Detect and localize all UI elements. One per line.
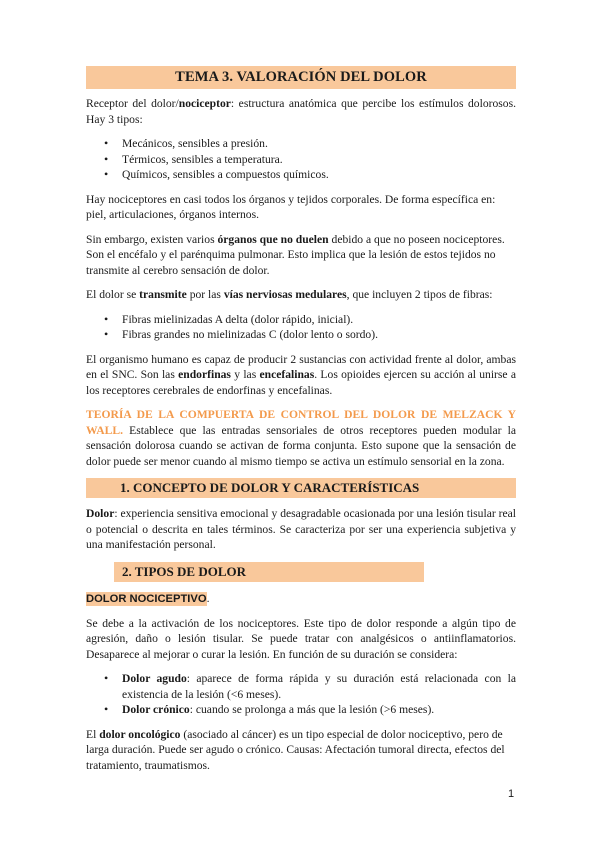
nociceptors-paragraph: Hay nociceptores en casi todos los órganos y tejidos corporales. De forma específica en: piel, articulaciones, órganos internos.	[86, 192, 496, 221]
nociceptive-pain-subheading: DOLOR NOCICEPTIVO.	[86, 590, 210, 605]
page-title: TEMA 3. VALORACIÓN DEL DOLOR	[86, 66, 516, 89]
pain-duration-list	[86, 671, 516, 718]
pain-definition-paragraph: Dolor: experiencia sensitiva emocional y desagradable ocasionada por una lesión tisular real o potencial o descrita en tales términos. Se caracteriza por ser una experiencia subjetiva y una manifestación personal.	[86, 507, 516, 551]
endorphins-paragraph: El organismo humano es capaz de producir 2 sustancias con actividad frente al dolor, ambas en el SNC. Son las endorfinas y las encefalinas. Los opioides ejercen su acción al unirse a los receptores cerebrales de endorfinas y encefalinas.	[86, 352, 516, 397]
section-2-heading: 2. TIPOS DE DOLOR	[114, 562, 424, 582]
list-item: • Fibras grandes no mielinizadas C (dolor lento o sordo).	[122, 327, 516, 343]
oncologic-pain-paragraph: El dolor oncológico (asociado al cáncer) es un tipo especial de dolor nociceptivo, pero de larga duración. Puede ser agudo o crónico. Causas: Afectación tumoral directa, efectos del tratamiento, traumatismos.	[86, 727, 505, 772]
transmit-paragraph: El dolor se transmite por las vías nerviosas medulares, que incluyen 2 tipos de fibras:	[86, 288, 493, 301]
list-item: • Térmicos, sensibles a temperatura.	[122, 152, 516, 168]
nociceptor-term: nociceptor	[178, 97, 231, 110]
list-item: • Químicos, sensibles a compuestos químicos.	[122, 167, 516, 183]
intro-paragraph: Receptor del dolor/nociceptor: estructura anatómica que percibe los estímulos dolorosos. Hay 3 tipos:	[86, 97, 516, 126]
list-item: • Fibras mielinizadas A delta (dolor rápido, inicial).	[122, 312, 516, 328]
receptor-types-list	[86, 136, 516, 183]
fiber-types-list	[86, 312, 516, 343]
section-1-heading: 1. CONCEPTO DE DOLOR Y CARACTERÍSTICAS	[86, 478, 516, 498]
organs-paragraph: Sin embargo, existen varios órganos que no duelen debido a que no poseen nociceptores. Son el encéfalo y el parénquima pulmonar. Esto implica que la lesión de estos tejidos no transmite al cerebro sensación de dolor.	[86, 232, 505, 277]
list-item: • Dolor agudo: aparece de forma rápida y su duración está relacionada con la existencia de la lesión (<6 meses).	[122, 671, 516, 702]
document-page	[86, 66, 516, 782]
page-number: 1	[508, 788, 515, 800]
list-item: • Mecánicos, sensibles a presión.	[122, 136, 516, 152]
nociceptive-paragraph: Se debe a la activación de los nociceptores. Este tipo de dolor responde a algún tipo de agresión, daño o lesión tisular. Se puede tratar con analgésicos o antiinflamatorios. Desaparece al mejorar o curar la lesión. En función de su duración se considera:	[86, 616, 516, 661]
list-item: • Dolor crónico: cuando se prolonga a más que la lesión (>6 meses).	[122, 702, 516, 718]
gate-control-theory-paragraph: TEORÍA DE LA COMPUERTA DE CONTROL DEL DOLOR DE MELZACK Y WALL. Establece que las entradas sensoriales de otros receptores pueden modular la sensación dolorosa cuando se activan de forma conjunta. Esto supone que la sensación de dolor puede ser menor cuando al mismo tiempo se activa un estímulo sensorial en la zona.	[86, 408, 516, 468]
theory-title: TEORÍA DE LA COMPUERTA DE CONTROL DEL DOLOR DE MELZACK Y WALL.	[86, 408, 516, 437]
